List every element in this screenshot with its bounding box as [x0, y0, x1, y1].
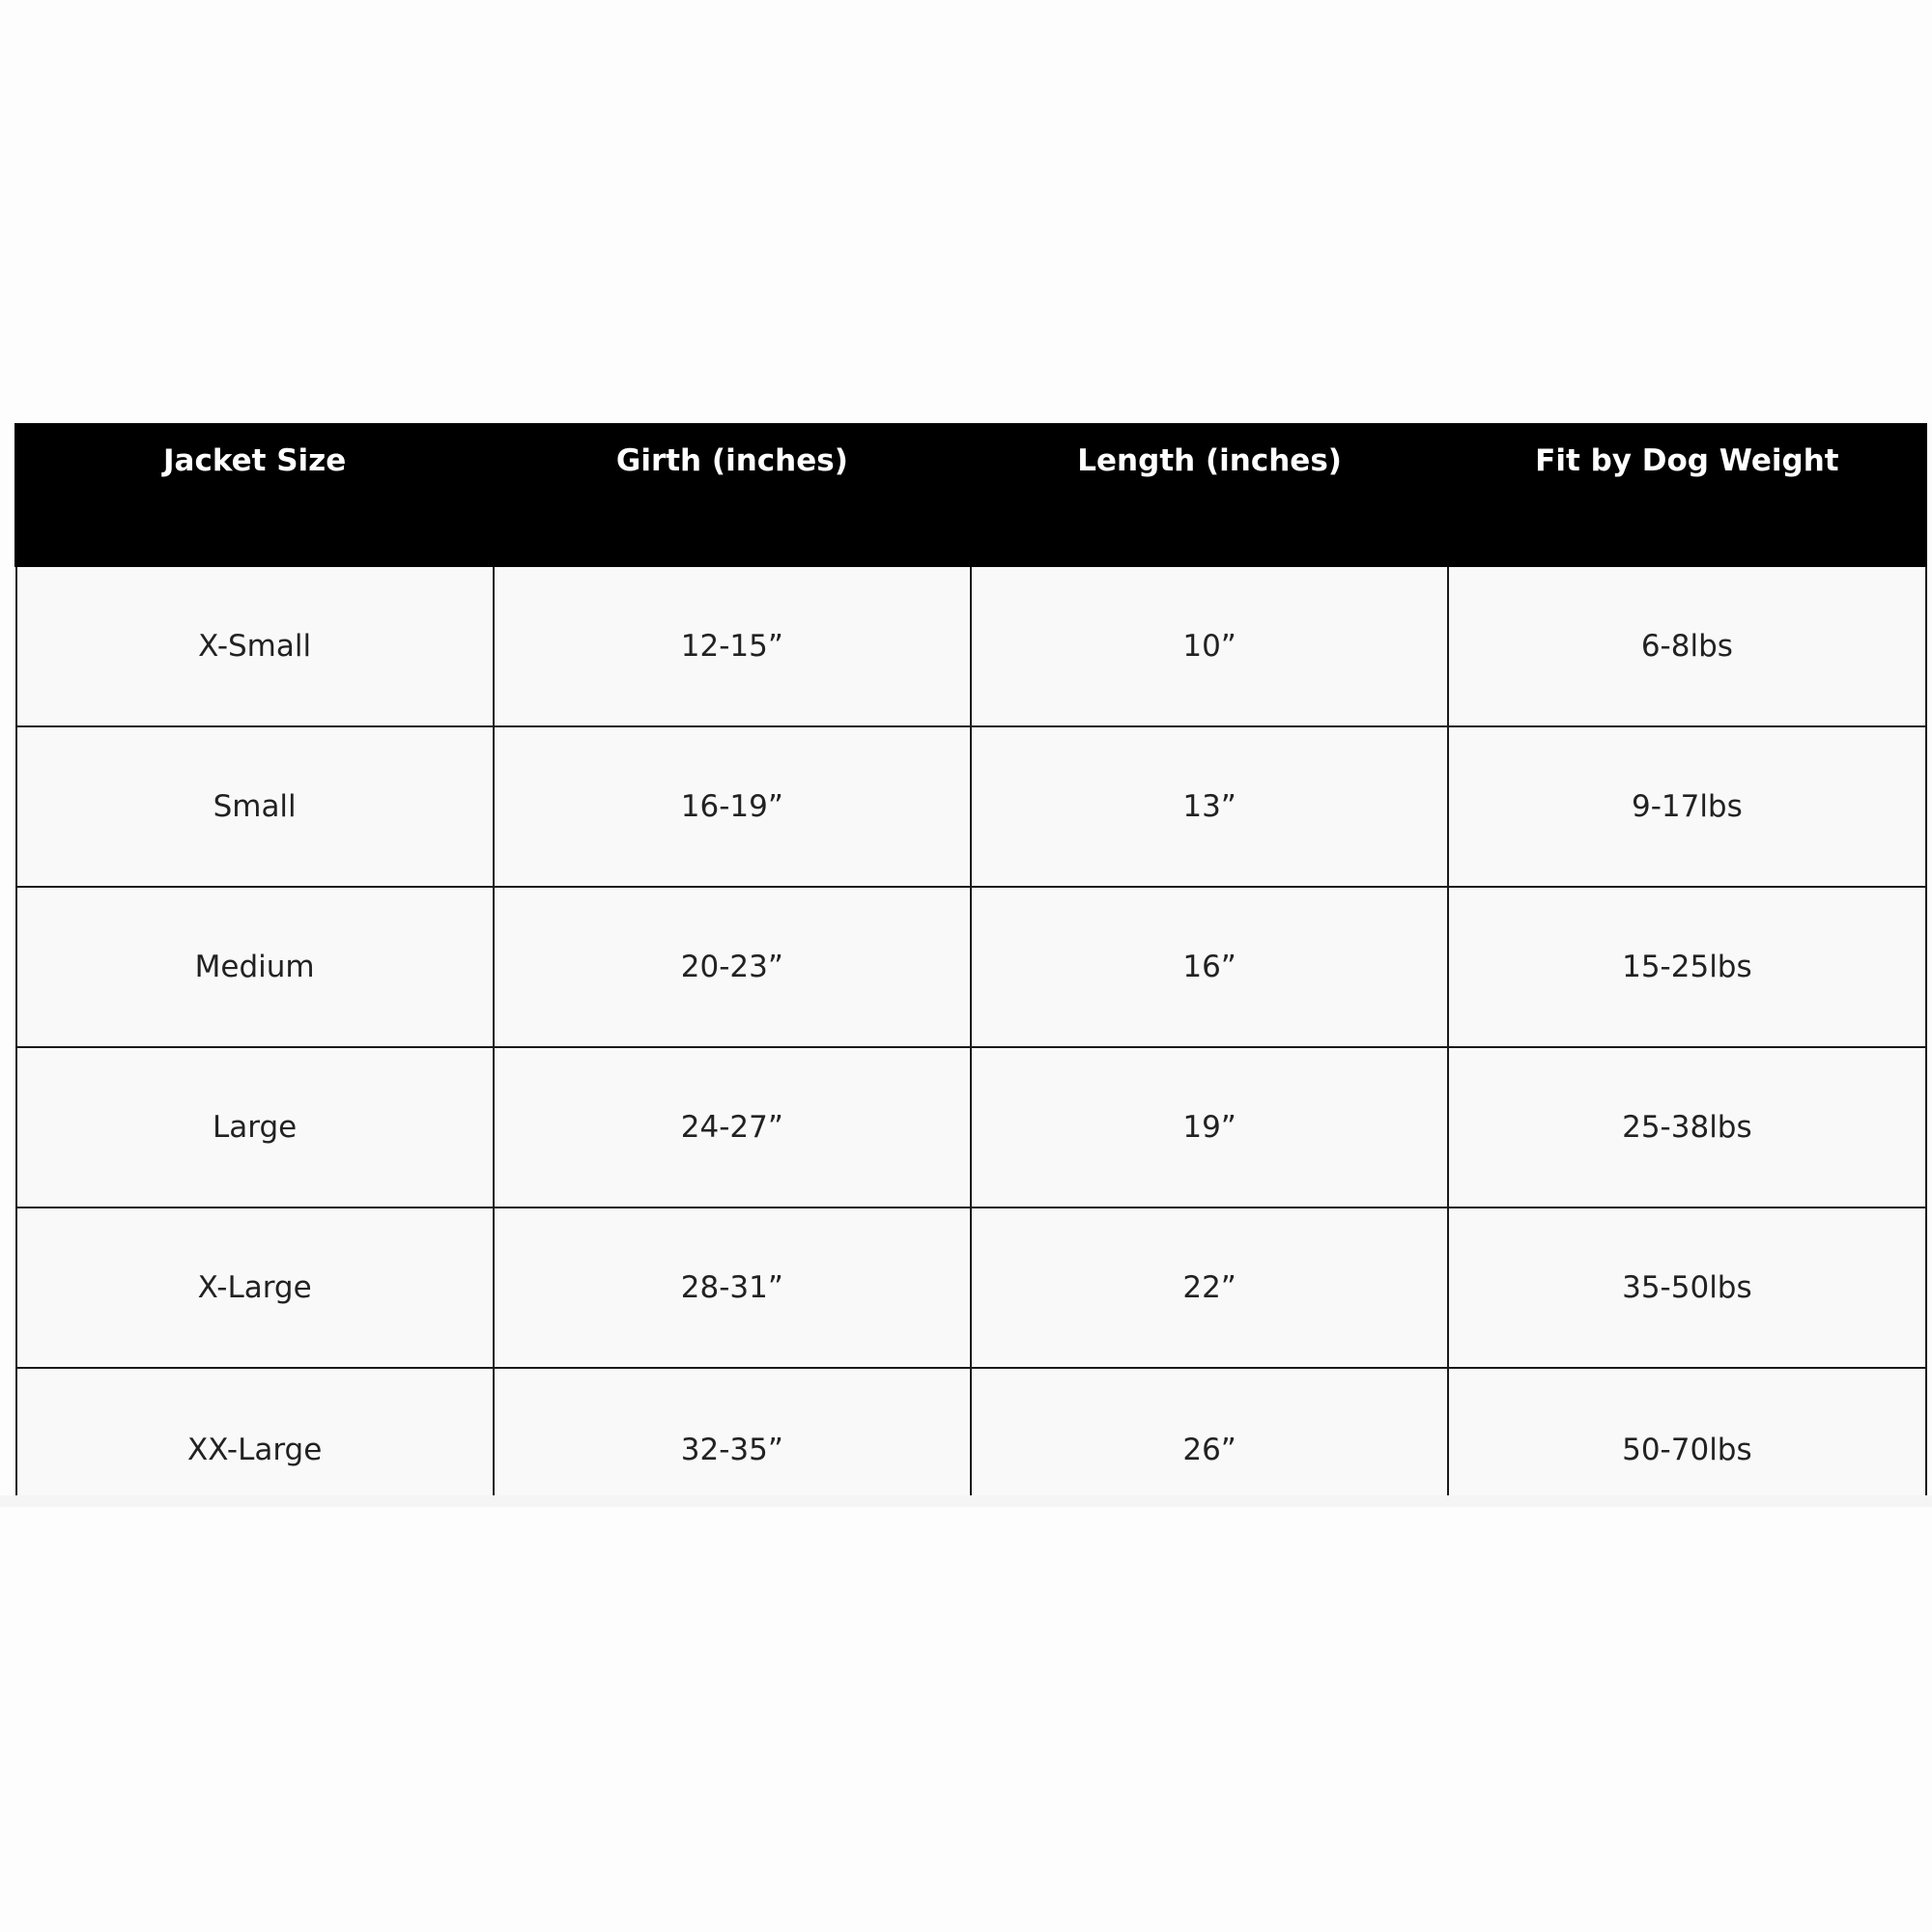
cell-girth: 20-23” [494, 887, 971, 1047]
header-fit-by-weight: Fit by Dog Weight [1448, 425, 1925, 566]
cell-girth: 24-27” [494, 1047, 971, 1208]
cell-length: 10” [971, 566, 1448, 727]
cell-length: 26” [971, 1368, 1448, 1495]
table-row [16, 887, 1926, 1047]
cell-jacket-size: Small [16, 726, 494, 887]
table-row [16, 566, 1926, 727]
cell-girth: 32-35” [494, 1368, 971, 1495]
cell-length: 16” [971, 887, 1448, 1047]
header-girth: Girth (inches) [494, 425, 971, 566]
table-row [16, 1208, 1926, 1368]
cell-jacket-size: Medium [16, 887, 494, 1047]
table-header-row [16, 425, 1926, 566]
header-length: Length (inches) [971, 425, 1448, 566]
table-row [16, 726, 1926, 887]
cell-length: 22” [971, 1208, 1448, 1368]
table-bottom-edge [0, 1495, 1932, 1507]
size-table [14, 423, 1927, 1495]
cell-jacket-size: X-Small [16, 566, 494, 727]
cell-weight: 15-25lbs [1448, 887, 1925, 1047]
cell-girth: 16-19” [494, 726, 971, 887]
table-row [16, 1047, 1926, 1208]
size-chart [14, 423, 1927, 1495]
cell-length: 19” [971, 1047, 1448, 1208]
cell-weight: 6-8lbs [1448, 566, 1925, 727]
table-row [16, 1368, 1926, 1495]
cell-girth: 28-31” [494, 1208, 971, 1368]
cell-weight: 9-17lbs [1448, 726, 1925, 887]
cell-girth: 12-15” [494, 566, 971, 727]
cell-length: 13” [971, 726, 1448, 887]
cell-jacket-size: X-Large [16, 1208, 494, 1368]
cell-weight: 35-50lbs [1448, 1208, 1925, 1368]
cell-jacket-size: Large [16, 1047, 494, 1208]
cell-weight: 25-38lbs [1448, 1047, 1925, 1208]
cell-jacket-size: XX-Large [16, 1368, 494, 1495]
cell-weight: 50-70lbs [1448, 1368, 1925, 1495]
header-jacket-size: Jacket Size [16, 425, 494, 566]
